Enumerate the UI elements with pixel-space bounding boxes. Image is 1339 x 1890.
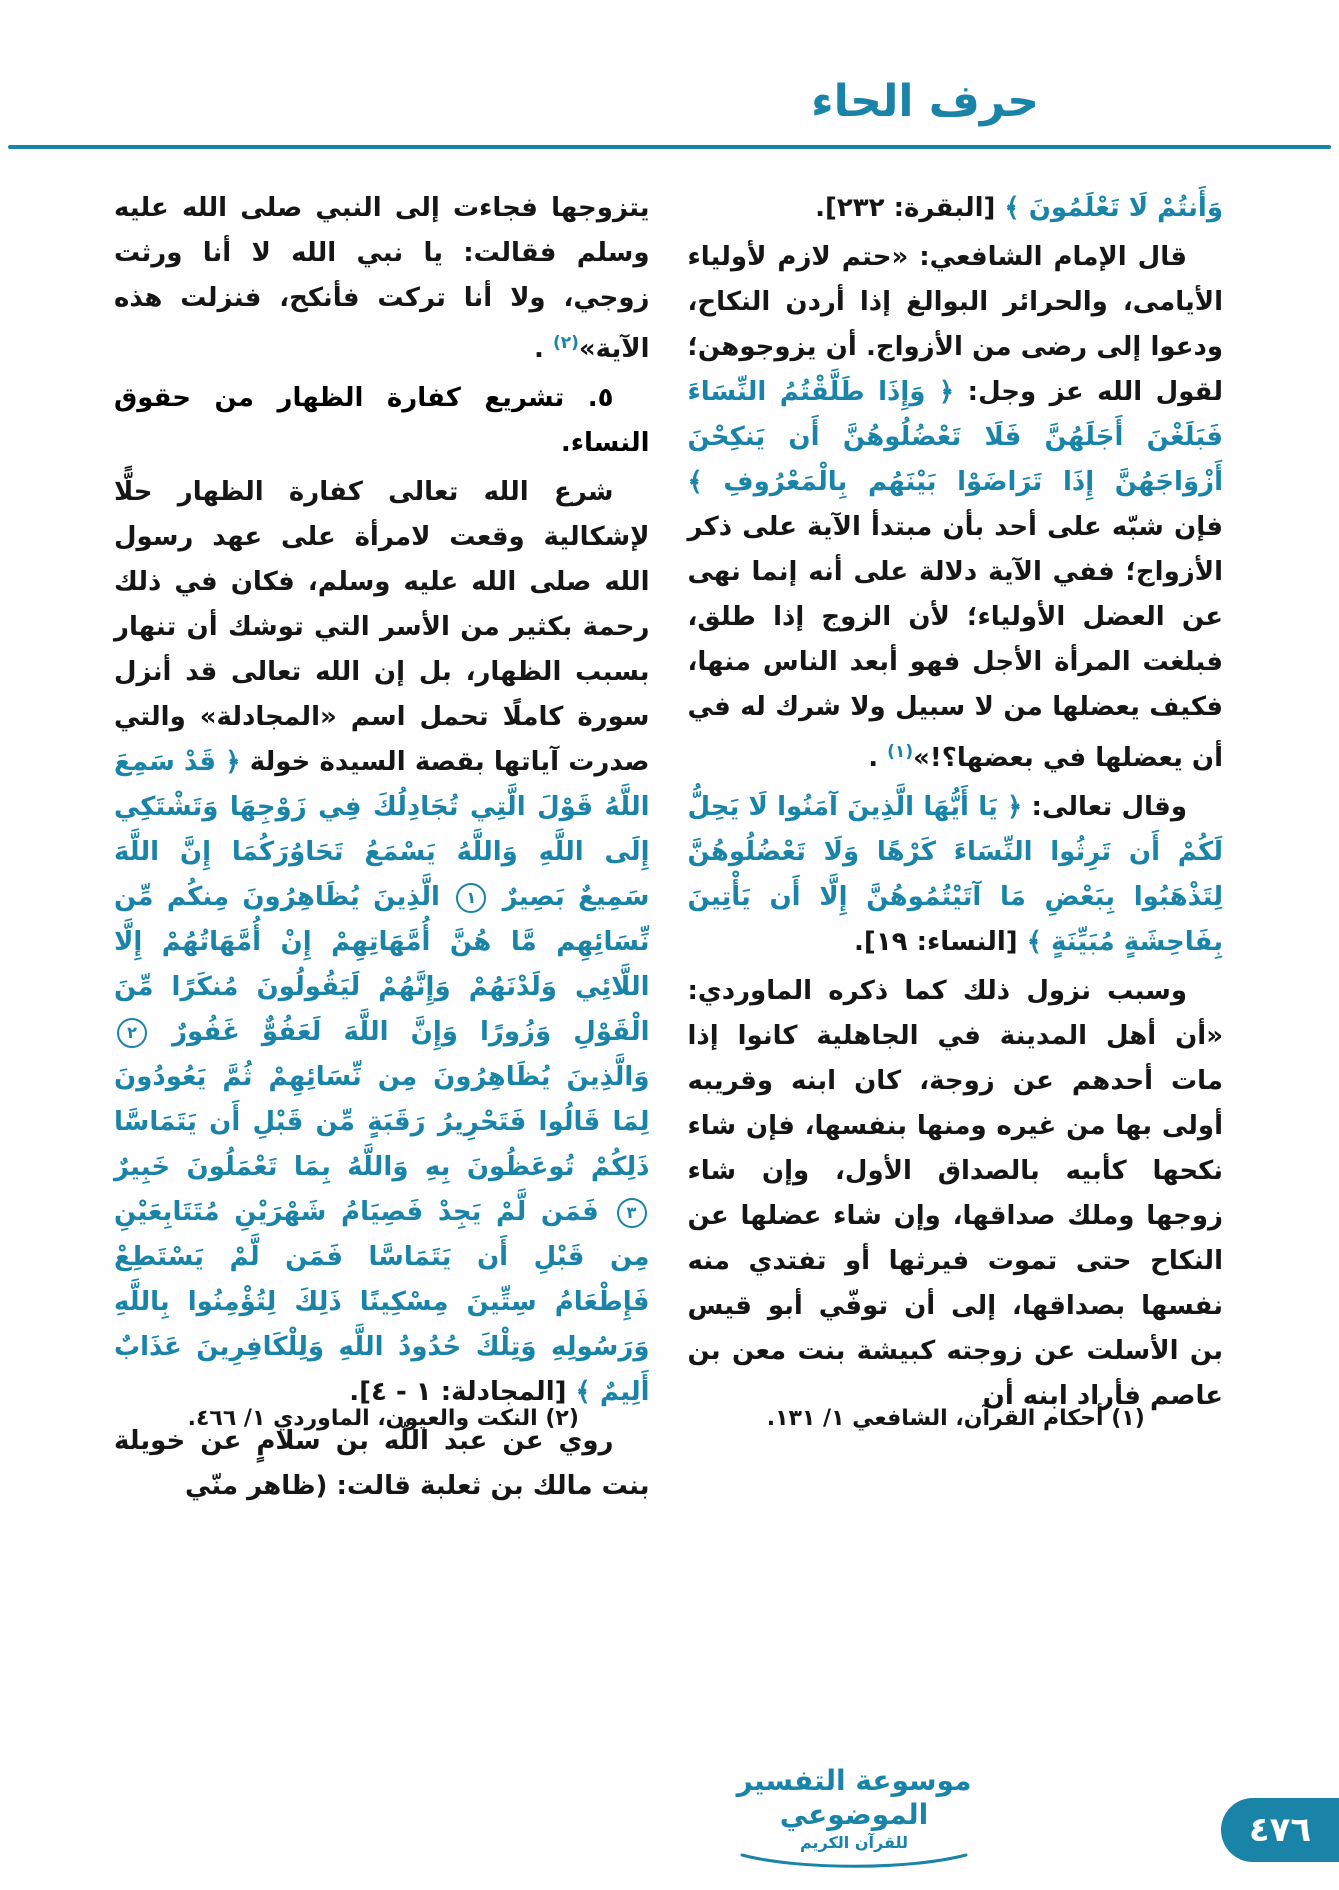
footnote-marker: (٢) bbox=[552, 333, 579, 353]
logo-title: موسوعة التفسير الموضوعي bbox=[736, 1764, 972, 1831]
quran-verse: ﴿ يَا أَيُّهَا الَّذِينَ آمَنُوا لَا يَحِلُّ لَكُمْ أَن تَرِثُوا النِّسَاءَ كَرْهًا وَلَا تَعْضُلُوهُنَّ لِتَذْهَبُوا بِبَعْضِ مَا آتَيْتُمُوهُنَّ إِلَّا أَن يَأْتِينَ بِفَاحِشَةٍ مُبَيِّنَةٍ ﴾ bbox=[687, 792, 1223, 957]
text-run: وقال تعالى: bbox=[1022, 792, 1187, 822]
text-run: . bbox=[534, 334, 553, 364]
paragraph bbox=[114, 1419, 650, 1509]
ayah-number: ٣ bbox=[617, 1198, 647, 1228]
quran-verse: وَأَنتُمْ لَا تَعْلَمُونَ ﴾ bbox=[995, 193, 1223, 223]
text-run: ٥. تشريع كفارة الظهار من حقوق النساء. bbox=[114, 383, 650, 458]
text-run: [النساء: ١٩]. bbox=[854, 927, 1018, 957]
quran-verse: ﴿ قَدْ سَمِعَ اللَّهُ قَوْلَ الَّتِي تُجَادِلُكَ فِي زَوْجِهَا وَتَشْتَكِي إِلَى اللَّهِ وَاللَّهُ يَسْمَعُ تَحَاوُرَكُمَا إِنَّ اللَّهَ سَمِيعٌ بَصِيرٌ bbox=[114, 747, 650, 912]
paragraph bbox=[114, 186, 650, 372]
text-run: يتزوجها فجاءت إلى النبي صلى الله عليه وسلم فقالت: يا نبي الله لا أنا ورثت زوجي، ولا أنا تركت فأنكح، فنزلت هذه الآية» bbox=[114, 193, 650, 364]
quran-verse: ﴿ وَإِذَا طَلَّقْتُمُ النِّسَاءَ فَبَلَغْنَ أَجَلَهُنَّ فَلَا تَعْضُلُوهُنَّ أَن يَنكِحْنَ أَزْوَاجَهُنَّ إِذَا تَرَاضَوْا بَيْنَهُم بِالْمَعْرُوفِ ﴾ bbox=[687, 377, 1223, 497]
column-right bbox=[687, 186, 1224, 1411]
text-run: [البقرة: ٢٣٢]. bbox=[815, 193, 996, 223]
text-run: روي عن عبد اللّه بن سلامٍ عن خويلة بنت مالك بن ثعلبة قالت: (ظاهر منّي bbox=[114, 1426, 650, 1501]
footnote-marker: (١) bbox=[887, 742, 914, 762]
paragraph bbox=[688, 785, 1224, 965]
ayah-number: ٢ bbox=[117, 1018, 147, 1048]
quran-verse: وَالَّذِينَ يُظَاهِرُونَ مِن نِّسَائِهِمْ ثُمَّ يَعُودُونَ لِمَا قَالُوا فَتَحْرِيرُ رَقَبَةٍ مِّن قَبْلِ أَن يَتَمَاسَّا ذَلِكُمْ تُوعَظُونَ بِهِ وَاللَّهُ بِمَا تَعْمَلُونَ خَبِيرٌ bbox=[114, 1062, 650, 1182]
footnotes-row bbox=[116, 1406, 1223, 1431]
quran-verse: فَمَن لَّمْ يَجِدْ فَصِيَامُ شَهْرَيْنِ مُتَتَابِعَيْنِ مِن قَبْلِ أَن يَتَمَاسَّا فَمَن لَّمْ يَسْتَطِعْ فَإِطْعَامُ سِتِّينَ مِسْكِينًا ذَلِكَ لِتُؤْمِنُوا بِاللَّهِ وَرَسُولِهِ وَتِلْكَ حُدُودُ اللَّهِ وَلِلْكَافِرِينَ عَذَابٌ أَلِيمٌ ﴾ bbox=[114, 1197, 650, 1407]
paragraph bbox=[688, 186, 1224, 231]
header-rule bbox=[8, 145, 1331, 149]
text-run: . bbox=[868, 743, 888, 773]
text-run: فإن شبّه على أحد بأن مبتدأ الآية على ذكر الأزواج؛ ففي الآية دلالة على أنه إنما نهى عن العضل الأولياء؛ لأن الزوج إذا طلق، فبلغت المرأة الأجل فهو أبعد الناس منها، فكيف يعضلها من لا سبيل ولا شرك له في أن يعضلها في بعضها؟!» bbox=[687, 512, 1223, 773]
footnote-2: (٢) النكت والعيون، الماوردي ١/ ٤٦٦. bbox=[187, 1406, 579, 1431]
paragraph bbox=[688, 969, 1224, 1419]
paragraph bbox=[688, 235, 1224, 781]
quran-verse: الَّذِينَ يُظَاهِرُونَ مِنكُم مِّن نِّسَائِهِم مَّا هُنَّ أُمَّهَاتِهِمْ إِنْ أُمَّهَاتُهُمْ إِلَّا اللَّائِي وَلَدْنَهُمْ وَإِنَّهُمْ لَيَقُولُونَ مُنكَرًا مِّنَ الْقَوْلِ وَزُورًا وَإِنَّ اللَّهَ لَعَفُوٌّ غَفُورٌ bbox=[114, 882, 650, 1047]
publisher-logo bbox=[699, 1764, 1009, 1868]
logo-subtitle: للقرآن الكريم bbox=[799, 1833, 909, 1852]
paragraph bbox=[114, 470, 650, 1415]
chapter-title: حرف الحاء bbox=[811, 76, 1039, 127]
text-run: قال الإمام الشافعي: «حتم لازم لأولياء الأيامى، والحرائر البوالغ إذا أردن النكاح، ودعوا إلى رضى من الأزواج. أن يزوجوهن؛ لقول الله عز وجل: bbox=[687, 242, 1223, 407]
text-run: شرع الله تعالى كفارة الظهار حلًّا لإشكالية وقعت لامرأة على عهد رسول الله صلى الله عليه وسلم، فكان في ذلك رحمة بكثير من الأسر التي توشك أن تنهار بسبب الظهار، بل إن الله تعالى قد أنزل سورة كاملًا تحمل اسم «المجادلة» والتي صدرت آياتها بقصة السيدة خولة bbox=[114, 477, 650, 777]
text-run: [المجادلة: ١ - ٤]. bbox=[349, 1377, 567, 1407]
ayah-number: ١ bbox=[456, 883, 486, 913]
section-heading bbox=[114, 376, 650, 466]
logo-swash-icon bbox=[739, 1852, 969, 1868]
text-run: وسبب نزول ذلك كما ذكره الماوردي: «أن أهل المدينة في الجاهلية كانوا إذا مات أحدهم عن زوجة، كان ابنه وقريبه أولى بها من غيره ومنها بنفسها، فإن شاء نكحها كأبيه بالصداق الأول، وإن شاء زوجها وملك صداقها، وإن شاء عضلها عن النكاح حتى تموت فيرثها أو تفتدي منه نفسها بصداقها، إلى أن توفّي أبو قيس بن الأسلت عن زوجته كبيشة بنت معن بن عاصم فأراد ابنه أن bbox=[687, 976, 1223, 1411]
page-number-badge: ٤٧٦ bbox=[1221, 1798, 1339, 1862]
footnote-1: (١) أحكام القرآن، الشافعي ١/ ١٣١. bbox=[766, 1406, 1145, 1431]
